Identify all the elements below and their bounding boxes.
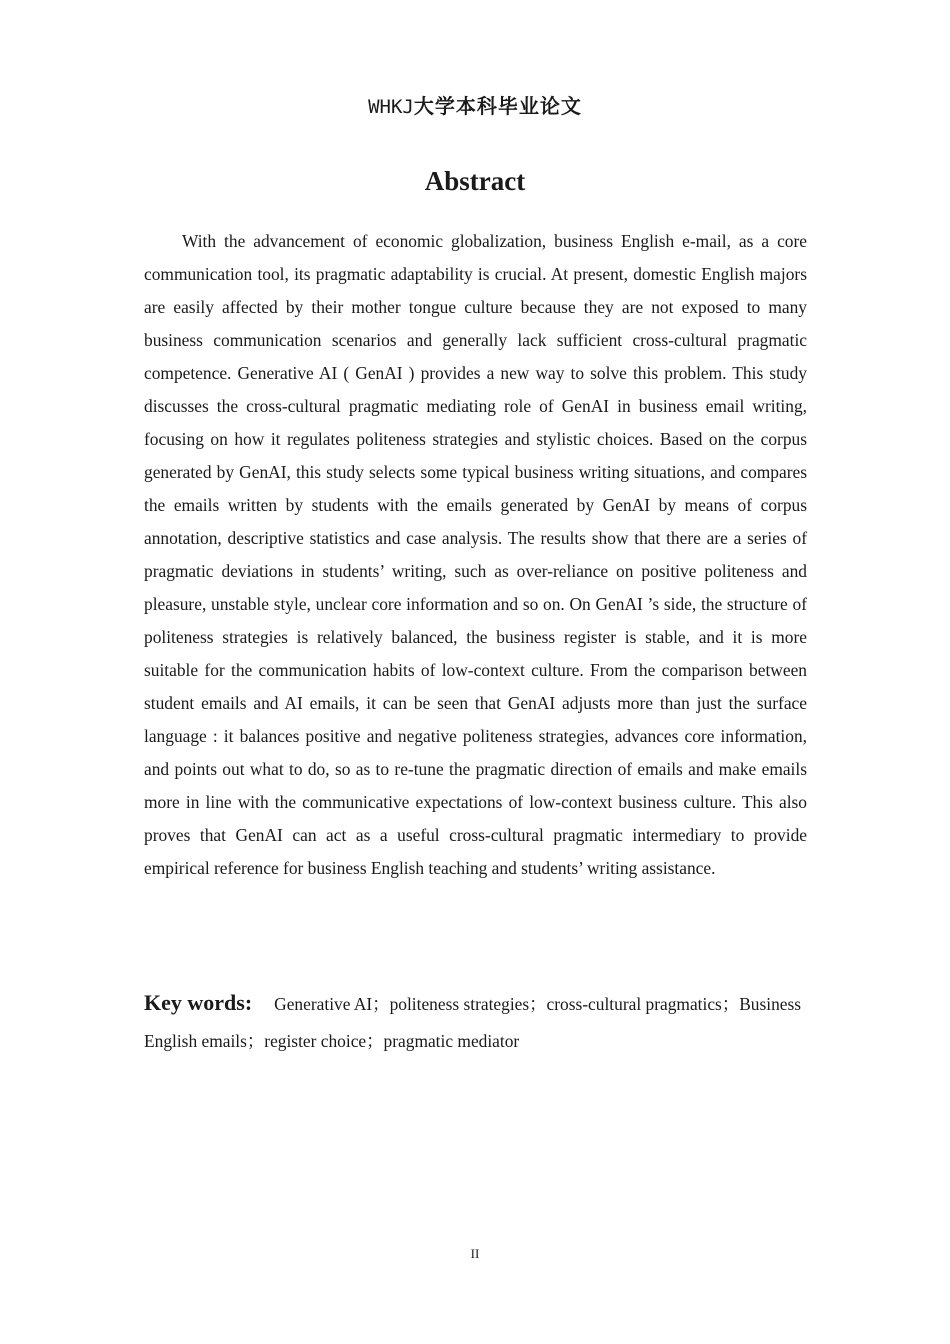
page-number: II	[470, 1246, 480, 1261]
header-university-code: WHKJ	[368, 96, 414, 118]
running-header	[0, 92, 950, 122]
keywords-label: Key words:	[144, 990, 253, 1015]
page-title: Abstract	[424, 166, 526, 196]
abstract-paragraph: With the advancement of economic globalization, business English e-mail, as a core communication tool, its pragmatic adaptability is crucial. At present, domestic English majors are easily affected by their mother tongue culture because they are not exposed to many business communication scenarios and generally lack sufficient cross-cultural pragmatic competence. Generative AI ( GenAI ) provides a new way to solve this problem. This study discusses the cross-cultural pragmatic mediating role of GenAI in business email writing, focusing on how it regulates politeness strategies and stylistic choices. Based on the corpus generated by GenAI, this study selects some typical business writing situations, and compares the emails written by students with the emails generated by GenAI by means of corpus annotation, descriptive statistics and case analysis. The results show that there are a series of pragmatic deviations in students’ writing, such as over-reliance on positive politeness and pleasure, unstable style, unclear core information and so on. On GenAI ’s side, the structure of politeness strategies is relatively balanced, the business register is stable, and it is more suitable for the communication habits of low-context culture. From the comparison between student emails and AI emails, it can be seen that GenAI adjusts more than just the surface language : it balances positive and negative politeness strategies, advances core information, and points out what to do, so as to re-tune the pragmatic direction of emails and make emails more in line with the communicative expectations of low-context business culture. This also proves that GenAI can act as a useful cross-cultural pragmatic intermediary to provide empirical reference for business English teaching and students’ writing assistance.	[144, 231, 807, 878]
header-thesis-label: 大学本科毕业论文	[413, 96, 582, 118]
keywords-list: Generative AI；politeness strategies；cross-cultural pragmatics；Business English emails；register choice；pragmatic mediator	[144, 994, 802, 1051]
keywords-section	[144, 984, 807, 1060]
